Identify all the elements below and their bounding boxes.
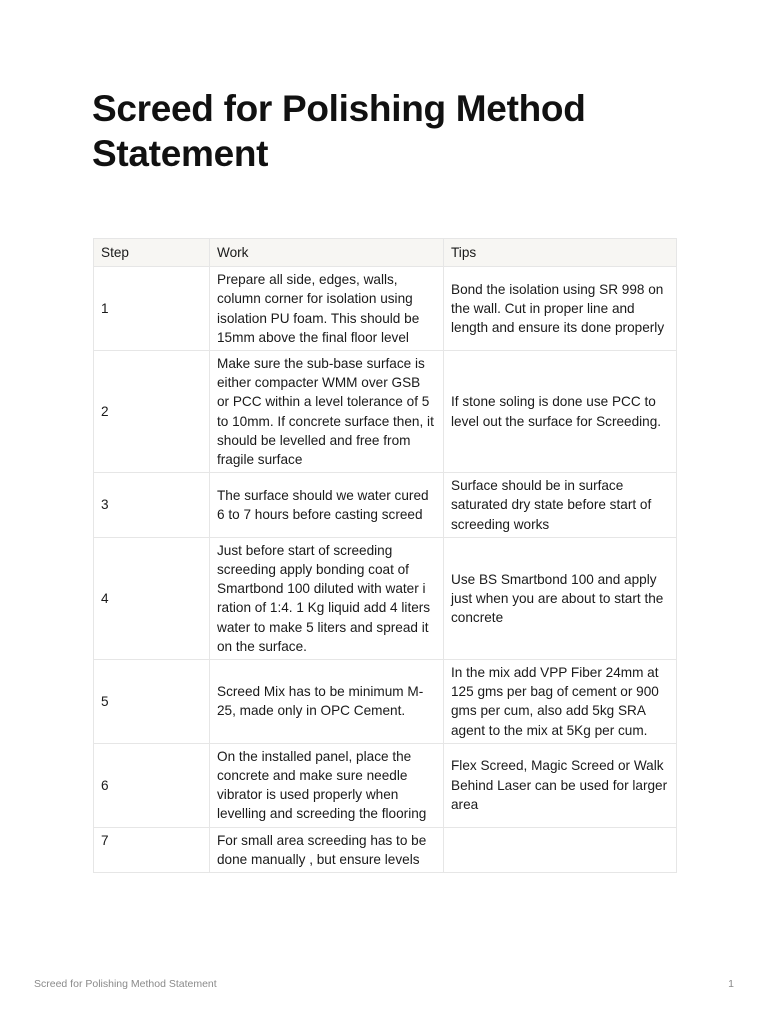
table-header-row bbox=[94, 239, 677, 267]
table-row bbox=[94, 267, 677, 351]
tips-cell: If stone soling is done use PCC to level out the surface for Screeding. bbox=[444, 351, 677, 473]
step-cell: 7 bbox=[94, 827, 210, 872]
work-cell: Just before start of screeding screeding apply bonding coat of Smartbond 100 diluted with water i ration of 1:4. 1 Kg liquid add 4 liters water to make 5 liters and spread it on the surface. bbox=[210, 537, 444, 659]
tips-cell: Flex Screed, Magic Screed or Walk Behind Laser can be used for larger area bbox=[444, 743, 677, 827]
step-cell: 4 bbox=[94, 537, 210, 659]
tips-cell: In the mix add VPP Fiber 24mm at 125 gms per bag of cement or 900 gms per cum, also add 5kg SRA agent to the mix at 5Kg per cum. bbox=[444, 660, 677, 744]
work-cell: For small area screeding has to be done manually , but ensure levels bbox=[210, 827, 444, 872]
tips-cell: Bond the isolation using SR 998 on the wall. Cut in proper line and length and ensure its done properly bbox=[444, 267, 677, 351]
table-row bbox=[94, 351, 677, 473]
method-table bbox=[93, 238, 677, 873]
work-cell: Make sure the sub-base surface is either compacter WMM over GSB or PCC within a level tolerance of 5 to 10mm. If concrete surface then, it should be levelled and free from fragile surface bbox=[210, 351, 444, 473]
table-row bbox=[94, 473, 677, 538]
work-cell: The surface should we water cured 6 to 7 hours before casting screed bbox=[210, 473, 444, 538]
footer-doc-name: Screed for Polishing Method Statement bbox=[34, 978, 217, 990]
step-cell: 5 bbox=[94, 660, 210, 744]
header-tips: Tips bbox=[444, 239, 677, 267]
table-row bbox=[94, 537, 677, 659]
work-cell: Screed Mix has to be minimum M-25, made only in OPC Cement. bbox=[210, 660, 444, 744]
table-row bbox=[94, 660, 677, 744]
table-row bbox=[94, 743, 677, 827]
table-row bbox=[94, 827, 677, 872]
step-cell: 6 bbox=[94, 743, 210, 827]
footer-page-number: 1 bbox=[728, 978, 734, 990]
work-cell: On the installed panel, place the concrete and make sure needle vibrator is used properly when levelling and screeding the flooring bbox=[210, 743, 444, 827]
header-work: Work bbox=[210, 239, 444, 267]
header-step: Step bbox=[94, 239, 210, 267]
step-cell: 1 bbox=[94, 267, 210, 351]
tips-cell bbox=[444, 827, 677, 872]
page-title: Screed for Polishing Method Statement bbox=[92, 88, 586, 174]
step-cell: 3 bbox=[94, 473, 210, 538]
tips-cell: Surface should be in surface saturated dry state before start of screeding works bbox=[444, 473, 677, 538]
method-table-container bbox=[93, 238, 677, 936]
tips-cell: Use BS Smartbond 100 and apply just when you are about to start the concrete bbox=[444, 537, 677, 659]
step-cell: 2 bbox=[94, 351, 210, 473]
work-cell: Prepare all side, edges, walls, column corner for isolation using isolation PU foam. This should be 15mm above the final floor level bbox=[210, 267, 444, 351]
